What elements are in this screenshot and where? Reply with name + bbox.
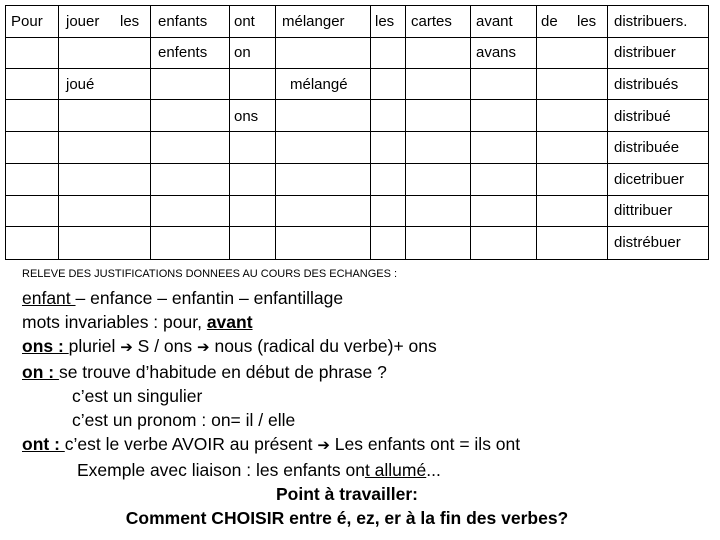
keyword-ont: ont : (22, 434, 65, 454)
word-cell: distribué (614, 108, 671, 125)
note-ons (22, 334, 712, 360)
row-divider (5, 195, 709, 196)
word-cell: distrébuer (614, 234, 681, 251)
note-text: c’est le verbe AVOIR au présent (64, 434, 318, 454)
note-liaison-example (22, 458, 712, 482)
col-divider (470, 5, 471, 260)
word-cell: distribuer (614, 44, 676, 61)
col-divider (58, 5, 59, 260)
word-cell: enfants (158, 13, 208, 30)
word-cell: enfents (158, 44, 208, 61)
note-text: nous (radical du verbe)+ ons (209, 336, 437, 356)
word-cell: on (234, 44, 251, 61)
word-cell: avans (476, 44, 517, 61)
keyword-t-allume: t allumé (364, 460, 427, 480)
col-divider (275, 5, 276, 260)
word-cell: mélangé (290, 76, 348, 93)
word-cell: Pour (11, 13, 43, 30)
note-ont (22, 432, 712, 458)
row-divider (5, 163, 709, 164)
note-on-pronom: c’est un pronom : on= il / elle (72, 410, 296, 430)
col-divider (536, 5, 537, 260)
col-divider (607, 5, 608, 260)
note-text: S / ons (132, 336, 198, 356)
word-cell: dicetribuer (614, 171, 685, 188)
keyword-on: on : (22, 362, 59, 382)
word-cell: distribuers. (614, 13, 688, 30)
table-frame (5, 5, 709, 260)
point-heading: Point à travailler: (276, 484, 418, 504)
note-text: – enfance – enfantin – enfantillage (75, 288, 344, 308)
col-divider (229, 5, 230, 260)
note-on-singulier: c’est un singulier (72, 386, 203, 406)
note-text: se trouve d’habitude en début de phrase ? (58, 362, 387, 382)
note-text: ... (426, 460, 441, 480)
row-divider (5, 68, 709, 69)
keyword-avant: avant (206, 312, 253, 332)
point-question: Comment CHOISIR entre é, ez, er à la fin des verbes? (125, 508, 569, 528)
word-cell: les (375, 13, 395, 30)
col-divider (150, 5, 151, 260)
note-invariables (22, 310, 712, 334)
right-arrow-icon: ➔ (120, 339, 133, 356)
word-cell: distribuée (614, 139, 680, 156)
word-cell: mélanger (282, 13, 345, 30)
word-cell: ons (234, 108, 259, 125)
word-cell: cartes (411, 13, 452, 30)
note-on (22, 360, 712, 384)
word-cell: distribués (614, 76, 679, 93)
word-table (5, 5, 709, 260)
keyword-enfant: enfant (22, 288, 76, 308)
note-text: Exemple avec liaison : les enfants on (77, 460, 365, 480)
word-cell: avant (476, 13, 513, 30)
note-text: Les enfants ont = ils ont (329, 434, 521, 454)
row-divider (5, 226, 709, 227)
notes-header: RELEVE DES JUSTIFICATIONS DONNEES AU COURS DES ECHANGES : (22, 268, 398, 280)
row-divider (5, 37, 709, 38)
word-cell: jouer (66, 13, 100, 30)
col-divider (370, 5, 371, 260)
word-cell: les (577, 13, 597, 30)
keyword-ons: ons : (22, 336, 69, 356)
col-divider (405, 5, 406, 260)
right-arrow-icon: ➔ (317, 437, 330, 454)
word-cell: joué (66, 76, 95, 93)
word-cell: ont (234, 13, 255, 30)
justifications-notes (22, 268, 712, 530)
word-cell: de (541, 13, 558, 30)
note-text: pluriel (68, 336, 121, 356)
row-divider (5, 131, 709, 132)
word-cell: les (120, 13, 140, 30)
note-enfant (22, 286, 712, 310)
word-cell: dittribuer (614, 202, 673, 219)
note-text: mots invariables : pour, (22, 312, 207, 332)
right-arrow-icon: ➔ (197, 339, 210, 356)
row-divider (5, 99, 709, 100)
